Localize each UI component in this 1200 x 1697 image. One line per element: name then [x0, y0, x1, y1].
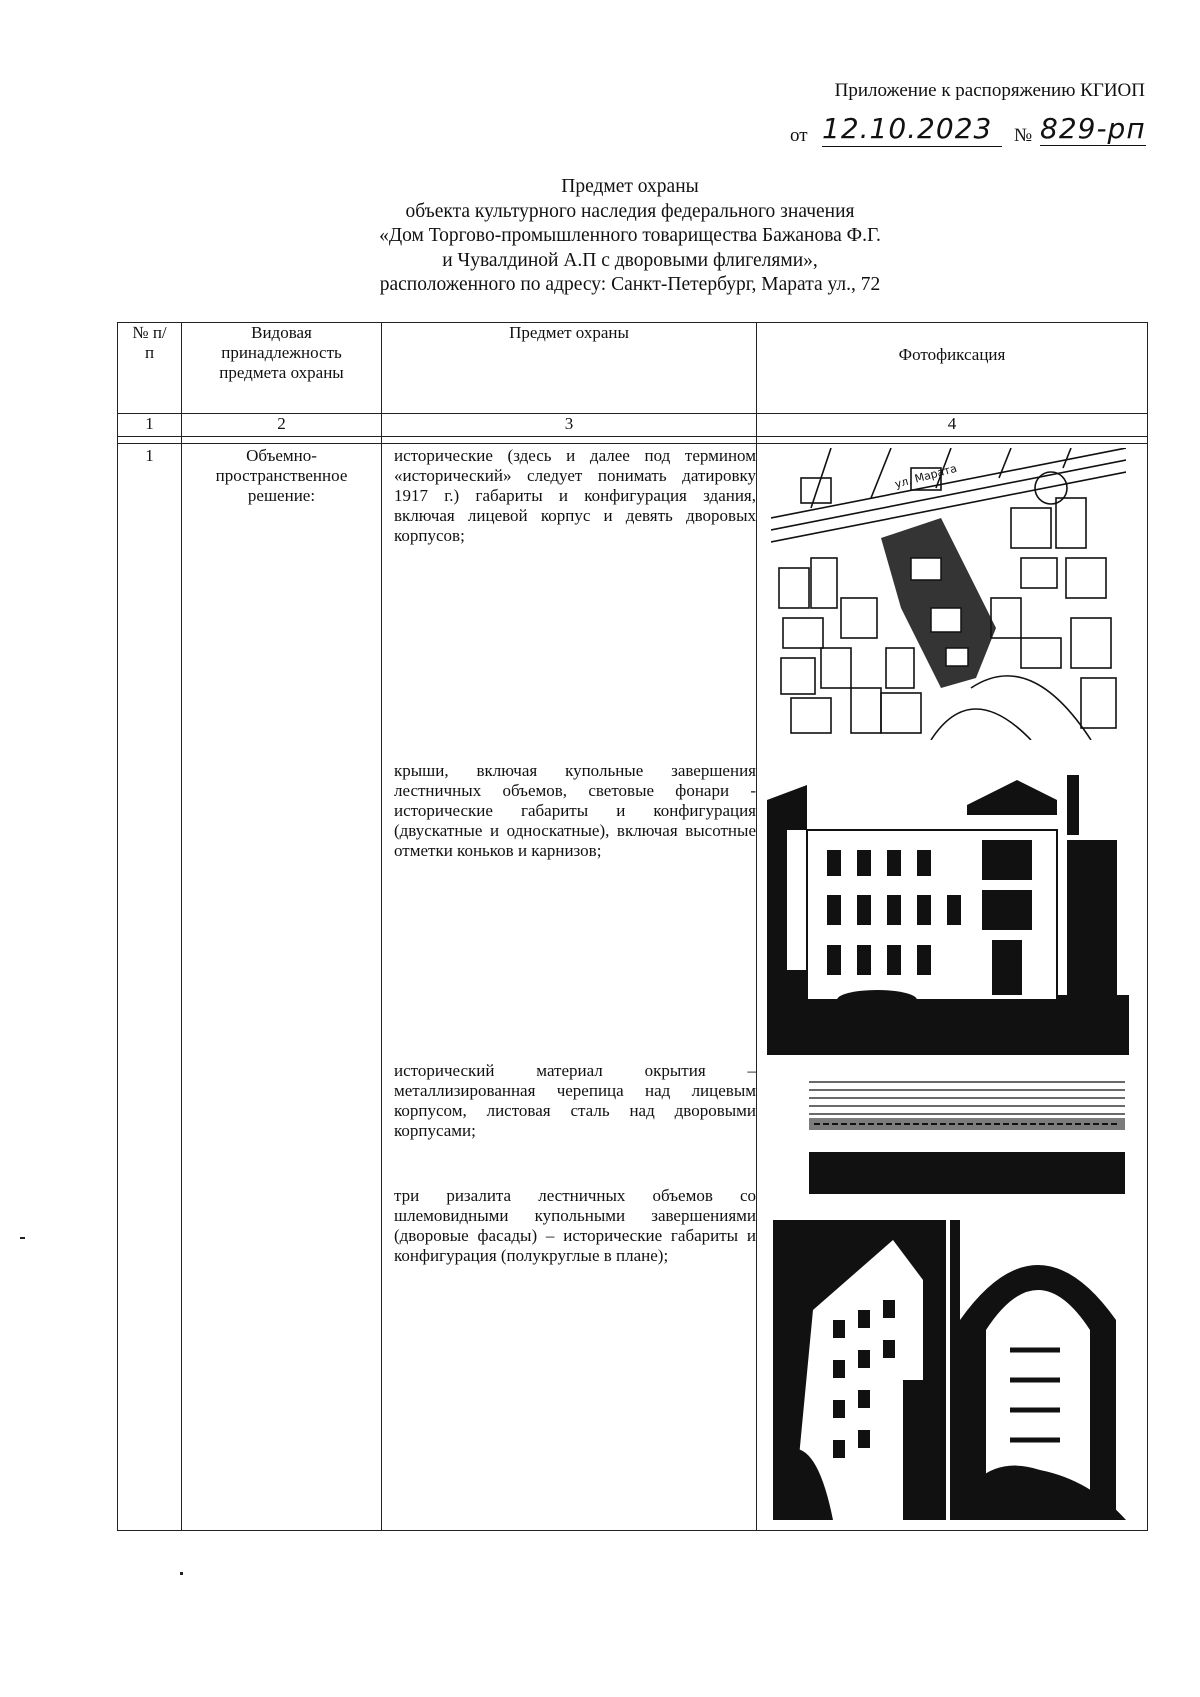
decree-date-label: от	[790, 125, 808, 146]
spacer-cell	[382, 437, 757, 444]
decree-number-label: №	[1014, 125, 1033, 146]
table-row	[118, 444, 1148, 1531]
column-number-row	[118, 414, 1148, 437]
decree-date: 12.10.2023	[822, 112, 1002, 147]
subject-item-volume: исторические (здесь и далее под термином «исторический» следует понимать датировку 1917 г.) габариты и конфигурация здания, включая лицевой корпус и девять дворовых корпусов;	[394, 446, 756, 545]
title-line-4: и Чувалдиной А.П с дворовыми флигелями»,	[442, 249, 818, 271]
table-header-row	[118, 323, 1148, 414]
spacer-cell	[182, 437, 382, 444]
protection-subject-table	[117, 322, 1148, 1531]
decree-number	[1040, 112, 1150, 146]
title-line-5: расположенного по адресу: Санкт-Петербург, Марата ул., 72	[379, 274, 881, 295]
title-line-3: «Дом Торгово-промышленного товарищества Бажанова Ф.Г.	[379, 225, 881, 246]
map-street-label: ул. Марата	[893, 461, 959, 491]
cadastral-map-image	[771, 448, 1126, 740]
column-number: 1	[118, 414, 182, 437]
document-title	[200, 175, 1060, 298]
decree-number-value: 829-рп	[1040, 112, 1146, 145]
title-line-1: Предмет охраны	[561, 176, 699, 197]
row-subjects	[382, 444, 757, 1531]
subject-item-roofs: крыши, включая купольные завершения лестничных объемов, световые фонари - исторические габариты и конфигурация (двускатные и односкатные), включая высотные отметки коньков и карнизов;	[394, 761, 756, 860]
scan-artifact-mark	[180, 1572, 183, 1575]
header-kind: Видовая принадлежность предмета охраны	[182, 323, 382, 414]
spacer-cell	[118, 437, 182, 444]
dome-interior-photo	[950, 1220, 1126, 1520]
scan-artifact-mark	[20, 1237, 25, 1239]
subject-item-stair-bays: три ризалита лестничных объемов со шлемовидными купольными завершениями (дворовые фасады) – исторические габариты и конфигурация (полукруглые в плане);	[394, 1186, 756, 1265]
table-spacer-row	[118, 437, 1148, 444]
column-number: 3	[382, 414, 757, 437]
decree-reference	[790, 112, 1160, 152]
column-number: 4	[757, 414, 1148, 437]
courtyard-bay-photo	[773, 1220, 946, 1520]
street-facade-photo	[767, 770, 1129, 1055]
header-number: № п/п	[118, 323, 182, 414]
title-line-2: объекта культурного наследия федерального значения	[405, 200, 855, 222]
header-subject: Предмет охраны	[382, 323, 757, 414]
roof-covering-photo	[809, 1074, 1125, 1194]
header-photo: Фотофиксация	[757, 323, 1148, 414]
column-number: 2	[182, 414, 382, 437]
row-number: 1	[118, 444, 182, 1531]
appendix-title: Приложение к распоряжению КГИОП	[834, 80, 1145, 101]
row-photos	[757, 444, 1148, 1531]
subject-item-roof-material: исторический материал окрытия – металлизированная черепица над лицевым корпусом, листовая сталь над дворовыми корпусами;	[394, 1061, 756, 1140]
spacer-cell	[757, 437, 1148, 444]
row-kind: Объемно-пространственное решение:	[182, 444, 382, 1531]
